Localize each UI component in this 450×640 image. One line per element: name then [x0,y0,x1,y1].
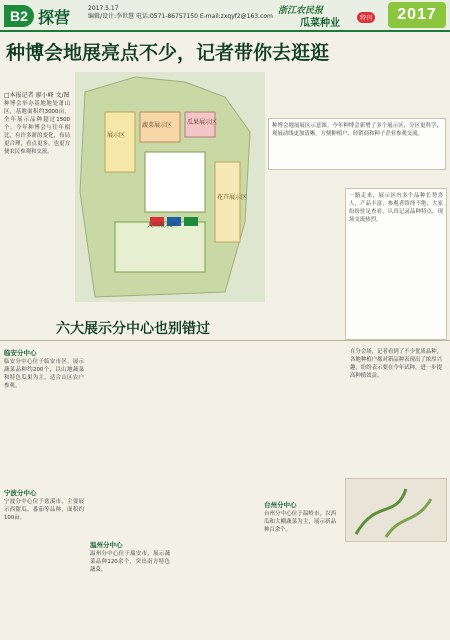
column-badge: 特刊 [357,12,375,23]
seedling-image [346,479,446,541]
subhead-wenzhou: 温州分中心 [90,541,123,549]
site-map [75,72,265,302]
issue-date: 2017.5.17 [88,5,119,12]
subhead-linan: 临安分中心 [4,349,37,357]
site-map-graphic [75,72,265,302]
page-header [0,0,450,32]
zone-label-5: 花卉展示区 [217,194,248,201]
zone-label-1: 展示区 [107,132,126,139]
zone-label-4: 瓜果展示区 [187,119,218,126]
section-title: 探营 [38,8,71,27]
byline: □本报记者 廖小峰 文/图 [4,92,70,99]
headline: 种博会地展亮点不少，记者带你去逛逛 [6,42,330,64]
section2-title: 六大展示分中心也别错过 [56,321,210,337]
newspaper-name: 浙江农民报 [278,6,324,16]
body-taizhou: 台州分中心位于温岭市，以西瓜和大棚蔬菜为主，展示新品种百余个。 [264,511,336,533]
subhead-ningbo: 宁波分中心 [4,489,37,497]
aside-panel [345,188,447,340]
subhead-taizhou: 台州分中心 [264,501,297,509]
body-ningbo: 宁波分中心位于慈溪市，主要展示西甜瓜、番茄等品种，面积约100亩。 [4,499,84,521]
zone-label-2: 大田展示区 [147,222,178,229]
column-name: 瓜菜种业 [300,18,340,29]
body-wenzhou: 温州分中心位于瑞安市，展示蔬菜品种120余个，突出南方特色蔬菜。 [90,551,170,573]
side-column-text: 在分会场，记者看到了不少优质品种，各地种植户都对新品种表现出了浓厚兴趣，纷纷表示要在今年试种，进一步提高种植效益。 [350,349,442,379]
aside-text: 一路走来，展示区内多个品种长势喜人，产品丰富，参观者络绎不绝，大家纷纷驻足查看，认真记录品种特点，现场交流热烈。 [349,193,443,223]
page-code: B2 [4,5,34,27]
map-caption: 种博会地展展区示意图。今年种博会新增了多个展示区，分区更科学，观展动线更加清晰，方便种植户、经销商和种子企业参观交流。 [272,123,442,137]
zone-label-3: 蔬菜展示区 [142,122,173,129]
map-caption-panel [268,118,446,170]
body-linan: 临安分中心位于临安市区，展示蔬菜品种约200个，以山地蔬菜和特色瓜果为主，适合山区农户参观。 [4,359,84,389]
divider [0,340,450,341]
editor-contact: 编辑/设计:李世慧 电话:0571-86757150 E-mail:zxqyf2@163.com [88,13,273,20]
event-logo: 2017 [388,2,446,28]
field-photo [345,478,447,542]
lead-column: 种博会举办基地地处萧山区，基地面积约3000亩，全年展示品种超过1500个。今年种博会与往年相比，有许多新的变化，布局更合理，看点更多，也更方便农民参观和交流。 [4,101,70,155]
header-meta [88,5,273,21]
